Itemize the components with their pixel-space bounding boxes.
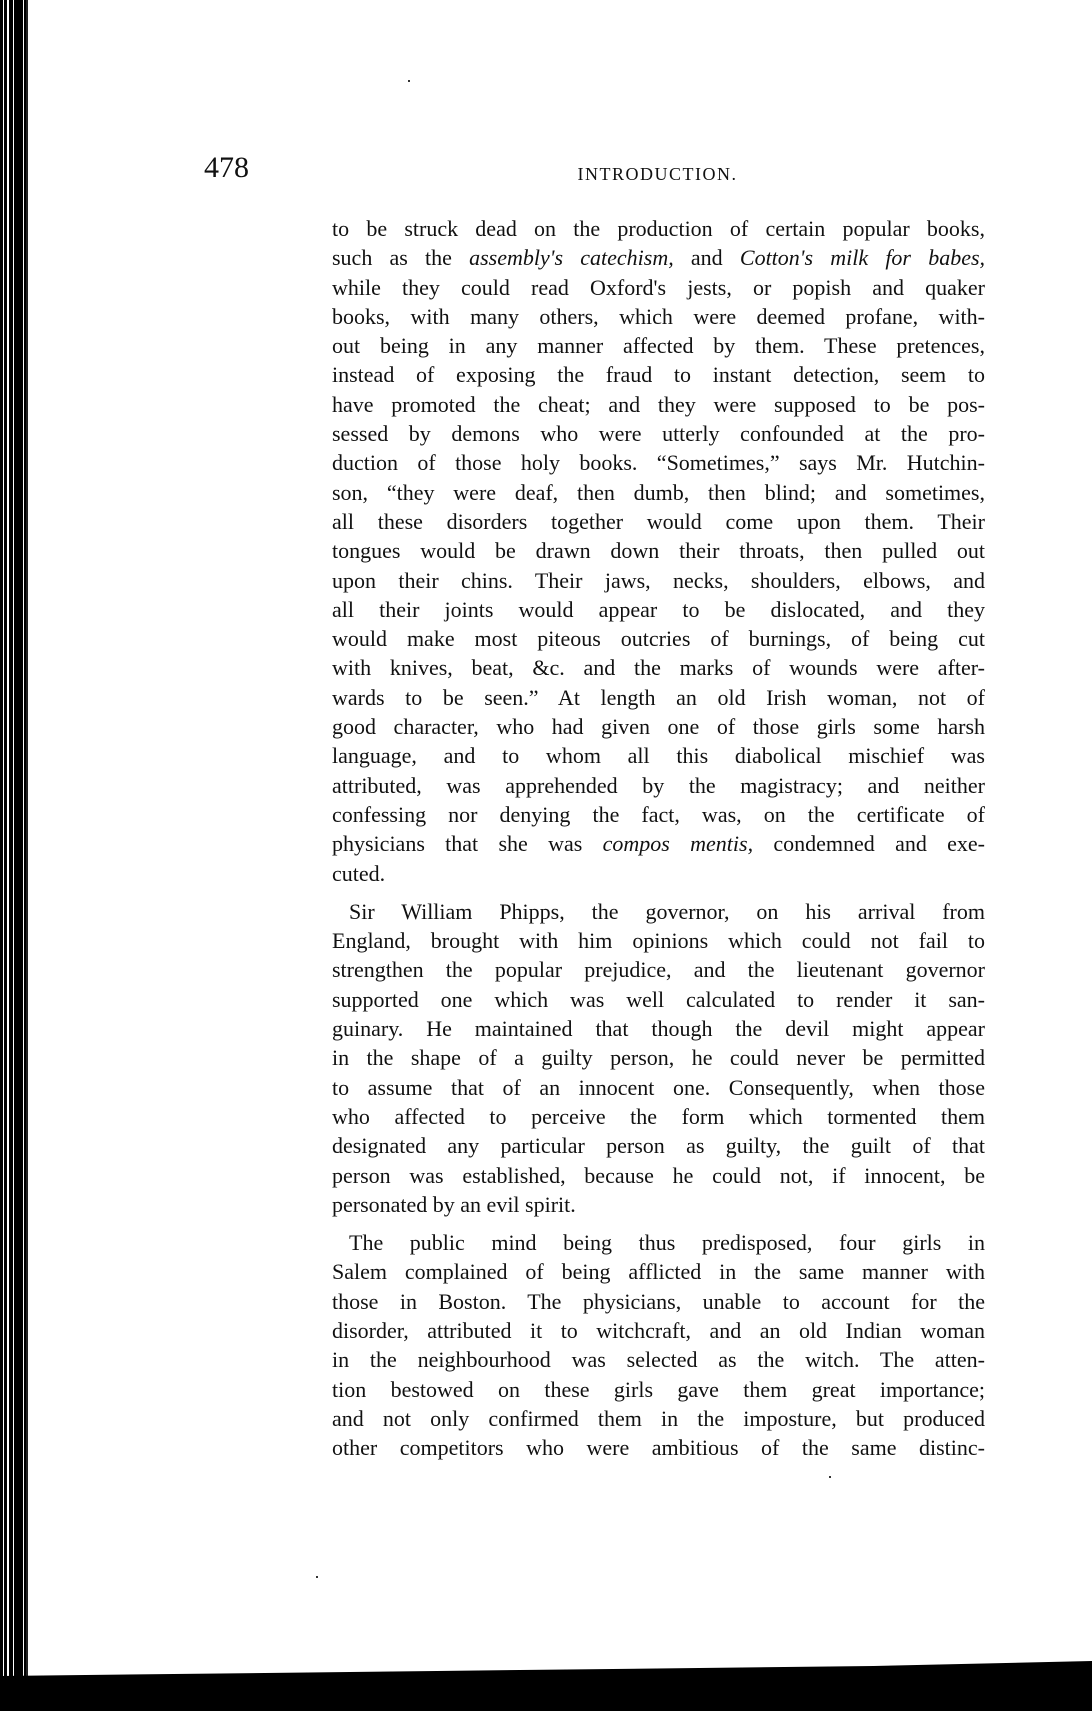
text-segment: have promoted the cheat; and they were supposed to be pos-: [332, 391, 985, 417]
text-segment: England, brought with him opinions which could not fail to: [332, 928, 985, 954]
page-body-text: [332, 214, 985, 1471]
text-line: [332, 653, 985, 682]
text-line: [332, 419, 985, 448]
text-segment: who affected to perceive the form which tormented them: [332, 1103, 985, 1129]
text-segment: supported one which was well calculated to render it san-: [332, 986, 985, 1012]
text-segment: sessed by demons who were utterly confounded at the pro-: [332, 421, 985, 447]
scan-bottom-shadow: [0, 1661, 1092, 1711]
text-line: [332, 331, 985, 360]
text-segment: books, with many others, which were deemed profane, with-: [332, 303, 985, 329]
text-line: [332, 1257, 985, 1286]
text-line: [332, 1287, 985, 1316]
italic-title: compos mentis,: [602, 831, 754, 857]
text-line: [332, 624, 985, 653]
text-line: [332, 1014, 985, 1043]
scan-speck: [316, 1576, 318, 1578]
text-segment: and not only confirmed them in the imposture, but produced: [332, 1405, 985, 1431]
text-line: [332, 1375, 985, 1404]
text-line: [332, 800, 985, 829]
text-line: [332, 566, 985, 595]
text-line: [332, 897, 985, 926]
text-segment: while they could read Oxford's jests, or popish and quaker: [332, 274, 985, 300]
text-segment: to be struck dead on the production of certain popular books,: [332, 216, 985, 241]
text-line: [332, 712, 985, 741]
text-line: [332, 478, 985, 507]
text-segment: cuted.: [332, 860, 386, 886]
text-line: [332, 1404, 985, 1433]
running-head: INTRODUCTION.: [577, 164, 738, 184]
text-line: [332, 829, 985, 858]
text-line: [332, 683, 985, 712]
text-line: [332, 955, 985, 984]
text-line: [332, 1073, 985, 1102]
text-line: [332, 1161, 985, 1190]
text-line: [332, 1345, 985, 1374]
page-number: 478: [204, 151, 249, 184]
text-segment: duction of those holy books. “Sometimes,” says Mr. Hutchin-: [332, 450, 985, 476]
scan-speck: [829, 1476, 831, 1478]
text-segment: other competitors who were ambitious of the same distinc-: [332, 1435, 985, 1461]
text-segment: would make most piteous outcries of burnings, of being cut: [332, 626, 985, 652]
text-line: [332, 1433, 985, 1462]
text-segment: disorder, attributed it to witchcraft, and an old Indian woman: [332, 1317, 985, 1343]
text-line: [332, 1228, 985, 1257]
italic-title: assembly's catechism,: [469, 245, 674, 271]
text-line: [332, 741, 985, 770]
text-segment: in the neighbourhood was selected as the witch. The atten-: [332, 1347, 985, 1373]
text-line: [332, 507, 985, 536]
text-line: [332, 214, 985, 243]
text-line: [332, 1316, 985, 1345]
paragraph: [332, 1228, 985, 1462]
text-segment: and: [673, 245, 740, 271]
text-line: [332, 859, 985, 888]
text-segment: all these disorders together would come upon them. Their: [332, 508, 985, 534]
text-segment: out being in any manner affected by them. These pretences,: [332, 333, 985, 359]
text-segment: confessing nor denying the fact, was, on the certificate of: [332, 801, 985, 827]
text-segment: condemned and exe-: [753, 831, 985, 857]
text-line: [332, 243, 985, 272]
text-line: [332, 302, 985, 331]
scan-speck: [408, 80, 410, 82]
text-segment: son, “they were deaf, then dumb, then blind; and sometimes,: [332, 479, 985, 505]
text-segment: Salem complained of being afflicted in the same manner with: [332, 1259, 985, 1285]
text-line: [332, 771, 985, 800]
text-line: [332, 1190, 985, 1219]
text-segment: strengthen the popular prejudice, and the lieutenant governor: [332, 957, 985, 983]
text-line: [332, 1131, 985, 1160]
text-line: [332, 1043, 985, 1072]
text-segment: those in Boston. The physicians, unable to account for the: [332, 1288, 985, 1314]
text-line: [332, 926, 985, 955]
text-segment: all their joints would appear to be dislocated, and they: [332, 596, 985, 622]
text-segment: tongues would be drawn down their throats, then pulled out: [332, 538, 985, 564]
book-binding-edge: [0, 0, 26, 1711]
italic-title: Cotton's milk for babes,: [739, 245, 986, 271]
text-line: [332, 360, 985, 389]
text-segment: person was established, because he could not, if innocent, be: [332, 1162, 985, 1188]
text-segment: wards to be seen.” At length an old Irish woman, not of: [332, 684, 985, 710]
text-segment: physicians that she was: [332, 831, 603, 857]
text-segment: good character, who had given one of those girls some harsh: [332, 714, 985, 740]
text-segment: language, and to whom all this diabolical mischief was: [332, 743, 985, 769]
text-line: [332, 536, 985, 565]
text-line: [332, 985, 985, 1014]
text-line: [332, 595, 985, 624]
text-segment: to assume that of an innocent one. Consequently, when those: [332, 1074, 985, 1100]
text-line: [332, 448, 985, 477]
text-segment: with knives, beat, &c. and the marks of wounds were after-: [332, 655, 985, 681]
text-segment: tion bestowed on these girls gave them great importance;: [332, 1376, 985, 1402]
text-line: [332, 1102, 985, 1131]
binding-line: [26, 0, 28, 1680]
text-segment: in the shape of a guilty person, he could never be permitted: [332, 1045, 985, 1071]
text-segment: designated any particular person as guilty, the guilt of that: [332, 1133, 985, 1159]
paragraph: [332, 214, 985, 888]
text-segment: The public mind being thus predisposed, four girls in: [349, 1230, 985, 1256]
text-segment: such as the: [332, 245, 470, 271]
text-segment: guinary. He maintained that though the devil might appear: [332, 1016, 985, 1042]
text-line: [332, 273, 985, 302]
paragraph: [332, 897, 985, 1219]
text-segment: Sir William Phipps, the governor, on his arrival from: [349, 898, 985, 924]
text-segment: personated by an evil spirit.: [332, 1191, 576, 1217]
text-segment: instead of exposing the fraud to instant detection, seem to: [332, 362, 985, 388]
text-segment: attributed, was apprehended by the magistracy; and neither: [332, 772, 985, 798]
text-segment: upon their chins. Their jaws, necks, shoulders, elbows, and: [332, 567, 985, 593]
text-line: [332, 390, 985, 419]
